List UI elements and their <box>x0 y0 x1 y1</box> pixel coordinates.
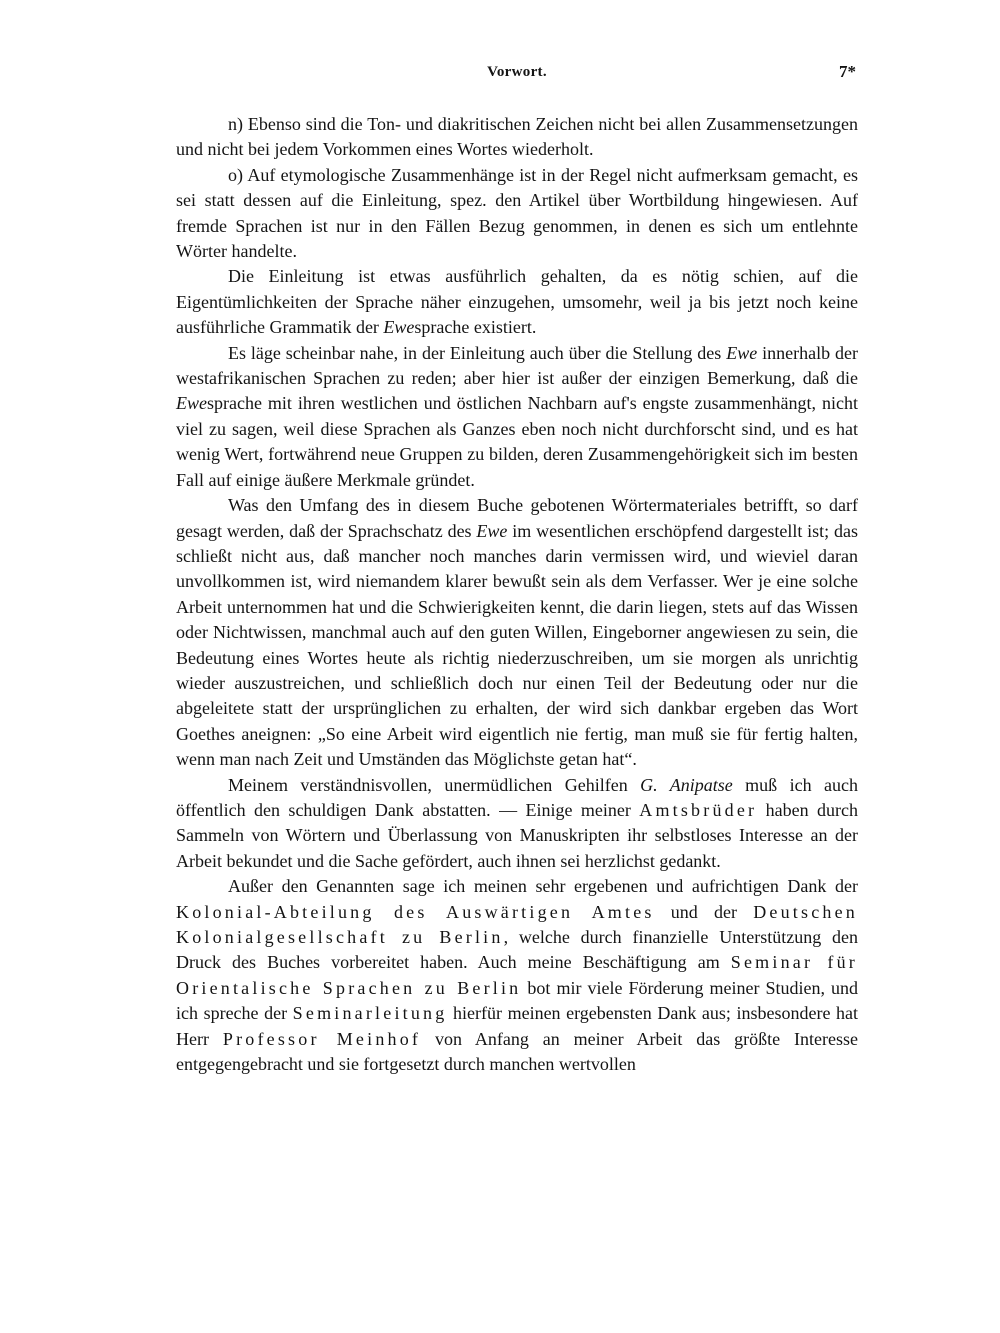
paragraph-dank-text-2: und der <box>654 901 754 922</box>
paragraph-dank-text: Außer den Genannten sage ich meinen sehr ergebenen und aufrichtigen Dank der <box>228 876 858 897</box>
ewe-italic: Ewe <box>476 520 508 541</box>
paragraph-umfang <box>176 493 858 772</box>
paragraph-stellung-text-3: sprache mit ihren westlichen und östlichen Nachbarn auf's engste zusammenhängt, nicht viel zu sagen, weil diese Sprachen als Ganzes eben noch nicht durchforscht sind, und es hat wenig Wert, fortwährend neue Gruppen zu bilden, deren Zusammengehörigkeit sich im besten Fall auf einige äußere Merkmale gründet. <box>176 393 858 490</box>
helper-name: G. Anipatse <box>640 774 733 795</box>
spaced-emphasis: Seminar für Orientalische Sprachen zu Berlin <box>176 952 858 998</box>
paragraph-umfang-text: Was den Umfang des in diesem Buche gebotenen Wörtermateriales betrifft, so darf gesagt werden, daß der Sprachschatz des <box>176 495 858 541</box>
paragraph-dank-text-6: von Anfang an meiner Arbeit das größte Interesse entgegengebracht und sie fortgesetzt durch manchen wertvollen <box>176 1028 859 1075</box>
paragraph-umfang-text-2: im wesentlichen erschöpfend dargestellt ist; das schließt nicht aus, daß mancher noch manches darin vermissen wird, und wieviel daran unvollkommen ist, wird niemandem klarer bewußt sein als dem Verfasser. Wer je eine solche Arbeit unternommen hat und die Schwierigkeiten kennt, die darin liegen, stets auf das Wissen oder Nichtwissen, manchmal auch auf den guten Willen, Eingeborner angewiesen zu sein, die Bedeutung eines Wortes heute als richtig niederzuschreiben, um sie morgen als unrichtig wieder auszustreichen, und schließlich doch nur einen Teil der Bedeutung oder nur die abgeleitete statt der ursprünglichen zu erhalten, der wird sich dankbar ergeben das Wort Goethes aneignen: „So eine Arbeit wird eigentlich nie fertig, man muß sie für fertig halten, wenn man nach Zeit und Umständen das Möglichste getan hat“. <box>176 520 858 770</box>
paragraph-dank-text-5: hierfür meinen ergebensten Dank aus; insbesondere hat Herr <box>176 1003 858 1049</box>
spaced-emphasis: Professor Meinhof <box>222 1028 422 1049</box>
page-number: 7* <box>839 62 856 81</box>
paragraph-o-text: o) Auf etymologische Zusammenhänge ist in der Regel nicht aufmerksam gemacht, es sei statt dessen auf die Einleitung, spez. den Artikel über Wortbildung hingewiesen. Auf fremde Sprachen ist nur in den Fällen Bezug genommen, in denen es sich um entlehnte Wörter handelte. <box>176 164 858 262</box>
ewe-italic: Ewe <box>176 393 207 414</box>
paragraph-gehilfen-text-2: muß ich auch öffentlich den schuldigen Dank abstatten. — Einige meiner <box>176 774 858 820</box>
spaced-emphasis: Seminarleitung <box>292 1003 448 1024</box>
paragraph-stellung-text: Es läge scheinbar nahe, in der Einleitung auch über die Stellung des <box>228 342 727 363</box>
paragraph-gehilfen <box>176 773 858 875</box>
spaced-emphasis: Deutschen Kolonialgesellschaft zu Berlin <box>176 901 858 947</box>
paragraph-gehilfen-text: Meinem verständnisvollen, unermüdlichen Gehilfen <box>228 774 641 795</box>
spaced-emphasis: Amtsbrüder <box>639 799 758 820</box>
paragraph-einleitung <box>176 264 858 340</box>
paragraph-dank-text-3: , welche durch finanzielle Unterstützung den Druck des Buches vorbereitet haben. Auch meine Beschäftigung am <box>176 927 858 973</box>
ewe-italic: Ewe <box>383 317 415 338</box>
ewe-italic: Ewe <box>726 342 758 363</box>
paragraph-gehilfen-text-3: haben durch Sammeln von Wörtern und Überlassung von Manuskripten ihr selbstloses Interesse an der Arbeit bekundet und die Sache gefördert, auch ihnen sei herzlichst gedankt. <box>176 799 858 871</box>
paragraph-dank-text-4: bot mir viele Förderung meiner Studien, und ich spreche der <box>176 977 858 1024</box>
paragraph-stellung <box>176 341 858 493</box>
book-page <box>176 64 858 1077</box>
running-title: Vorwort. <box>487 64 547 80</box>
paragraph-o <box>176 163 858 265</box>
paragraph-dank <box>176 874 858 1077</box>
paragraph-einleitung-text: Die Einleitung ist etwas ausführlich gehalten, da es nötig schien, auf die Eigentümlichkeiten der Sprache näher einzugehen, umsomehr, weil ja bis jetzt noch keine ausführliche Grammatik der <box>176 266 858 338</box>
spaced-emphasis: Kolonial-Abteilung des Auswärtigen Amtes <box>176 901 655 922</box>
paragraph-stellung-text-2: innerhalb der westafrikanischen Sprachen zu reden; aber hier ist außer der einzigen Bemerkung, daß die <box>176 342 858 389</box>
running-head <box>176 64 858 90</box>
paragraph-einleitung-text-end: sprache existiert. <box>414 317 537 338</box>
paragraph-n <box>176 112 858 163</box>
paragraph-n-text: n) Ebenso sind die Ton- und diakritischen Zeichen nicht bei allen Zusammensetzungen und nicht bei jedem Vorkommen eines Wortes wiederholt. <box>176 114 858 160</box>
